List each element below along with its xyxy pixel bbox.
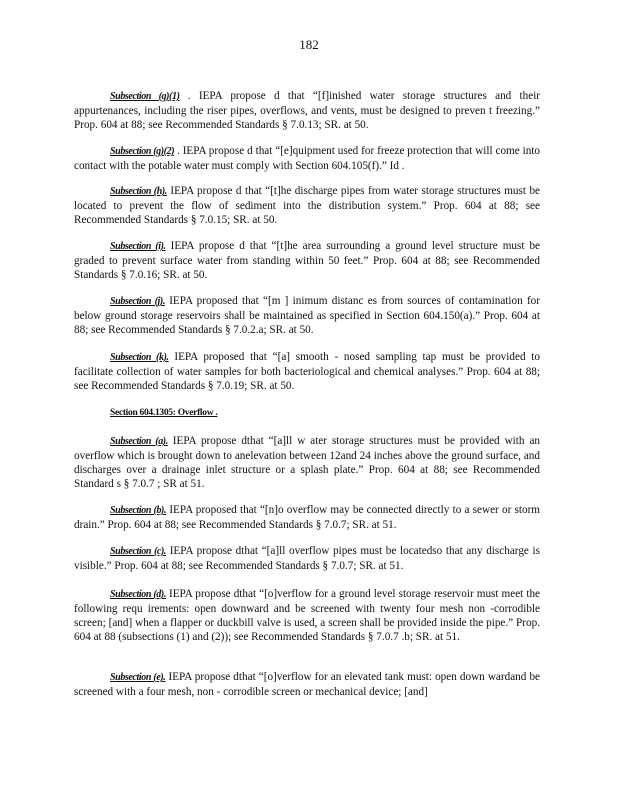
- paragraph-text: IEPA propose dthat “[o]verflow for a ground level storage reservoir must meet the following requ irements: open downward and be screened with twenty four mesh non -corrodible screen; [and] when a flapper or duckbill valve is used, a screen shall be provided inside the pipe.” Prop. 604 at 88 (subsections (1) and (2)); see Recommended Standards § 7.0.7 .b; SR. at 51.: [74, 588, 540, 643]
- paragraph: [74, 294, 540, 337]
- paragraph-text: IEPA propose dthat “[a]ll overflow pipes must be locatedso that any discharge is visible.” Prop. 604 at 88; see Recommended Standards § 7.0.7; SR. at 51.: [74, 545, 541, 572]
- subsection-label: Subsection (b).: [110, 505, 167, 516]
- subsection-label: Subsection (a).: [110, 436, 168, 447]
- paragraph-text: . IEPA propose d that “[f]inished water storage structures and their appurtenances, including the riser pipes, overflows, and vents, must be designed to preven t freezing.” Prop. 604 at 88; see Recommended Standards § 7.0.13; SR. at 50.: [74, 90, 541, 131]
- paragraph: [74, 670, 540, 699]
- subsection-label: Subsection (d).: [110, 589, 166, 600]
- paragraph-text: IEPA propose d that “[t]he area surrounding a ground level structure must be graded to prevent surface water from standing within 50 feet.” Prop. 604 at 88; see Recommended Standards § 7.0.16; SR. at 50.: [74, 240, 541, 281]
- paragraph-text: IEPA proposed that “[m ] inimum distanc es from sources of contamination for below ground storage reservoirs shall be maintained as specified in Section 604.150(a).” Prop. 604 at 88; see Recommended Standards § 7.0.2.a; SR. at 50.: [74, 295, 541, 336]
- paragraph-text: IEPA proposed that “[n]o overflow may be connected directly to a sewer or storm drain.” Prop. 604 at 88; see Recommended Standards § 7.0.7; SR. at 51.: [74, 504, 541, 531]
- subsection-label: Subsection (i).: [110, 241, 166, 252]
- paragraph-text: IEPA propose dthat “[a]ll w ater storage structures must be provided with an overflow which is brought down to anelevation between 12and 24 inches above the ground surface, and discharges over a drainage inlet structure or a splash plate.” Prop. 604 at 88; see Recommended Standard s § 7.0.7 ; SR at 51.: [74, 435, 540, 490]
- paragraph: [74, 239, 540, 282]
- subsection-label: Subsection (c).: [110, 546, 166, 557]
- paragraph: [74, 144, 540, 173]
- subsection-label: Subsection (j).: [110, 296, 165, 307]
- paragraph-text: IEPA propose d that “[t]he discharge pipes from water storage structures must be located to prevent the flow of sediment into the distribution system.” Prop. 604 at 88; see Recommended Standards § 7.0.15; SR. at 50.: [74, 185, 541, 226]
- paragraph: [74, 89, 540, 132]
- subsection-label: Subsection (g)(2): [110, 146, 175, 157]
- paragraph: [74, 184, 540, 227]
- paragraph: [74, 503, 540, 532]
- paragraph-text: IEPA propose dthat “[o]verflow for an elevated tank must: open down wardand be screened with a four mesh, non - corrodible screen or mechanical device; [and]: [74, 671, 541, 698]
- subsection-label: Subsection (e).: [110, 672, 166, 683]
- page-number: 182: [299, 37, 319, 52]
- section-heading: Section 604.1305: Overflow .: [110, 408, 218, 418]
- subsection-label: Subsection (g)(1): [110, 91, 180, 102]
- paragraph-text: IEPA proposed that “[a] smooth - nosed sampling tap must be provided to facilitate collection of water samples for both bacteriological and chemical analyses.” Prop. 604 at 88; see Recommended Standards § 7.0.19; SR. at 50.: [74, 351, 540, 392]
- paragraph: [74, 544, 540, 573]
- subsection-label: Subsection (h).: [110, 186, 167, 197]
- paragraph: [74, 350, 540, 393]
- paragraph: [74, 434, 540, 491]
- paragraph: [74, 587, 540, 644]
- paragraph-text: . IEPA propose d that “[e]quipment used for freeze protection that will come into contact with the potable water must comply with Section 604.105(f).” Id .: [74, 145, 540, 172]
- subsection-label: Subsection (k).: [110, 352, 169, 363]
